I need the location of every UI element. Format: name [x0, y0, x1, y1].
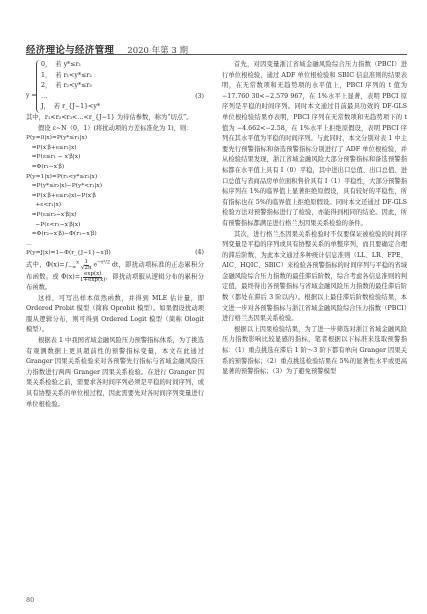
journal-header	[26, 38, 406, 54]
text-run: ，即扰动项标准的正态累积分布函数。或 Φ(x)=	[26, 261, 204, 281]
right-column	[222, 60, 407, 378]
prob-line: …	[26, 240, 32, 247]
prob-line: =Φ(r₂−x′β)−Φ(r₁−x′β)	[26, 231, 97, 238]
left-column	[26, 60, 204, 410]
prob-line: =P(y*≤r₂|x)−P(y*<r₁|x)	[26, 183, 102, 190]
journal-title: 经济理论与经济管理	[26, 45, 115, 56]
logistic-formula: exp(x) 1+exp(x)	[80, 270, 106, 283]
paragraph: 根据以上因果检验结果，为了进一步筛选对浙江省域金融风险压力指数影响比较显感的指标，笔者根据以下标准来选取预警指标：（1）重点挑选在滞后 1 阶～3 阶下都有单向 Granger 因果关系的预警指标；（2）重点挑选检验结果在 5%的显著性水平或更高显著的预警指标；（3）为了避免预警模型	[222, 325, 407, 376]
equation-4	[26, 134, 204, 259]
paragraph	[26, 259, 204, 294]
prob-line: =P(ε≤r₂−x′β|x)	[26, 211, 77, 218]
paragraph: 其次，进行格兰杰因果关系检验时不仅要保证被检验的时间序列变量是平稳的序列或具有协整关系的单整序列，而且要确定合理的滞后阶数，为此本文通过多种统计信息准则（LL、LR、FPE、AIC、HQIC、SBIC）来检验各预警指标的时间序列与平稳的省域金融风险综合压力指数的最佳滞后阶数，综合考虑各信息准则的判定值，最终得出各预警指标与省域金融风险压力指数的最佳滞后阶数（都处在滞后 3 阶以内）。根据以上最佳滞后阶数检验结果，本文进一步对各预警指标与浙江省域金融风险综合压力指数（PBCI）进行格兰杰因果关系检验。	[222, 230, 407, 323]
paragraph: 首先，对因变量浙江省域金融风险综合压力指数（PBCI）进行单位根检验，通过 ADF 单位根检验和 SBIC 信息准则的结果表明，在无常数项和无趋势项的水平值上，PBCI 序列的 t 值为 −17.760 30<−2.579 967，在 1%水平上显著，表明 PBCI 原序列是平稳的时间序列。同时本文通过目前最具功效的 DF-GLS 单位根检验结果亦表明，PBCI 序列在无常数项和无趋势项下的 t 值为 −4.662<−2.58，在 1%水平上拒绝原假设，表明 PBCI 序列在其水平值为平稳的时间序列。与此同时，本文分别对表 1 中主要先行预警指标和备选预警指标分别进行了 ADF 单位根检验，并从检验结果发现，浙江省域金融风险大部分预警指标和备选预警指标都在水平值上具有 I（0）平稳，其中进出口总值、出口总值、进口总值与省商品房单位面积售价具有 I（1）平稳性，大部分预警指标序列在 1%的临界值上显著拒绝原假设，具有较好的平稳性，所有指标也在 5%的临界值上拒绝原假设。同时本文还通过 DF-GLS 检验方法对预警指标进行了检验，亦能得到相同的结论。因此，所有预警指标都满足进行格兰杰因果关系检验的条件。	[222, 61, 407, 227]
prob-line: −P(ε<r₁−x′β|x)	[26, 221, 81, 228]
prob-line: =P(ε≤r₁ − x′β|x)	[26, 154, 81, 161]
prob-line: =Φ(r₁−x′β)	[26, 163, 65, 170]
prob-line: =P(x′β+ε≤r₁|x)	[26, 144, 77, 151]
page-number: 80	[26, 596, 35, 604]
prob-line: P(y=0|x)=P(y*≤r₁|x)	[26, 135, 88, 142]
prob-line: +ε<r₁|x)	[26, 202, 62, 209]
prob-line: =P(x′β+ε≤r₂|x)−P(x′β	[26, 192, 96, 199]
prob-line: P(y=J|x)=1−Φ(r_{J−1}−x′β)	[26, 250, 111, 257]
case-line: 0， 若 y*≤r₁	[41, 61, 82, 68]
case-line: 2， 若 r₂<y*≤r₃	[41, 82, 92, 90]
prob-line: P(y=1|x)=P(r₁<y*≤r₂|x)	[26, 173, 98, 180]
equation-3	[26, 60, 204, 113]
case-line: 1， 若 r₁<y*≤r₂	[41, 71, 92, 79]
equation-number: (4)	[195, 249, 204, 257]
journal-issue: 2020 年第 3 期	[127, 46, 188, 56]
case-ellipsis: …	[41, 92, 48, 100]
case-line: J， 若 r_{J−1}<y*	[41, 103, 101, 111]
integral-formula: $\int_{-\infty}^x$ 1 √2π $e^{-t^2/2}$ dt	[64, 258, 119, 271]
paragraph: 根据表 1 中我国省域金融风险压力预警指标体系，为了挑选有观测数据上更具超前性的预警指标变量，本文在此通过 Granger 因果关系检验来对各预警先行指标与省域金融风险压力指数进行两两 Granger 因果关系检验。在进行 Granger 因果关系检验之前，需要求各时间序列必须是平稳的时间序列，或具有协整关系的单位根过程，因此需要先对各时间序列变量进行单位根检验。	[26, 337, 204, 408]
cases-lhs: y =	[26, 92, 37, 99]
text-run: ，即扰动项服从逻辑分布的累积分布函数。	[26, 273, 205, 292]
paragraph: 其中，r₁<r₂<r₃<…<r_{J−1} 为待估参数，称为“切点”。	[26, 113, 193, 121]
header-divider	[26, 54, 407, 55]
paragraph: 这样，可写出样本似然函数，并得到 MLE 估计量，即 Ordered Probit 模型（简称 Oprobit 模型）。如果假设扰动项服从逻辑分布，则可得到 Ordered Logit 模型（简称 Ologit 模型）。	[26, 294, 204, 334]
text-run: 式中，Φ(x)=	[26, 261, 65, 269]
paragraph: 假设 ε~N（0，1）(将扰动项的方差标准化为 1)，则：	[38, 124, 193, 132]
equation-number: (3)	[195, 93, 204, 100]
